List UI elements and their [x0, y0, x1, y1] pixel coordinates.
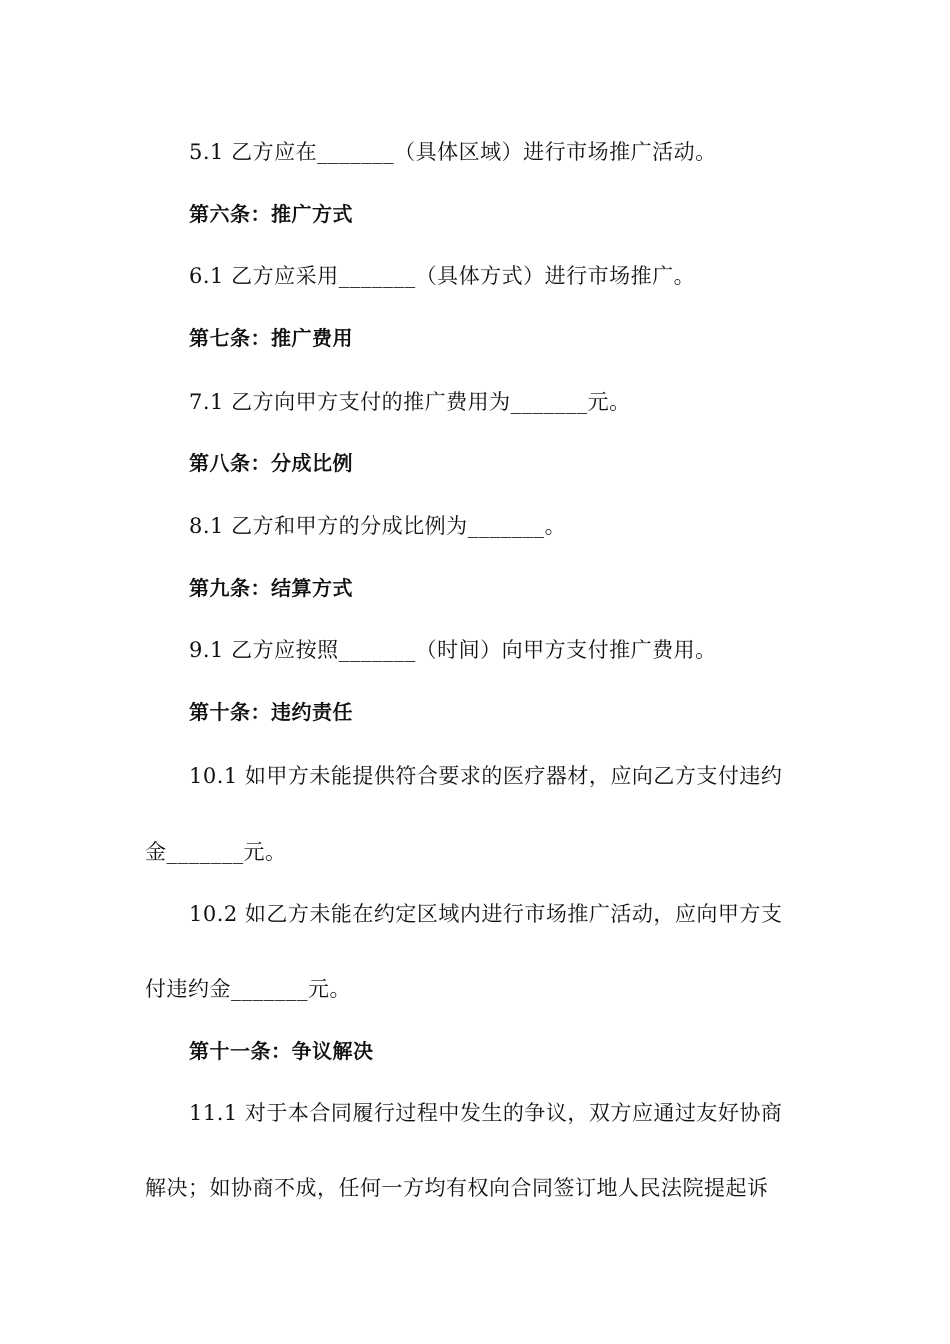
- article-7-heading: 第七条：推广费用: [189, 326, 353, 350]
- clause-10-1-line-2: 金_______元。: [145, 840, 287, 864]
- clause-11-1-line-2: 解决；如协商不成，任何一方均有权向合同签订地人民法院提起诉: [145, 1176, 769, 1200]
- article-8-heading: 第八条：分成比例: [189, 451, 353, 475]
- clause-10-2-line-1: 10.2 如乙方未能在约定区域内进行市场推广活动，应向甲方支: [189, 902, 783, 926]
- clause-8-1: 8.1 乙方和甲方的分成比例为_______。: [189, 514, 567, 538]
- clause-11-1-line-1: 11.1 对于本合同履行过程中发生的争议，双方应通过友好协商: [189, 1101, 783, 1125]
- clause-6-1: 6.1 乙方应采用_______（具体方式）进行市场推广。: [189, 264, 696, 288]
- clause-5-1: 5.1 乙方应在_______（具体区域）进行市场推广活动。: [189, 140, 717, 164]
- article-9-heading: 第九条：结算方式: [189, 576, 353, 600]
- clause-10-1-line-1: 10.1 如甲方未能提供符合要求的医疗器材，应向乙方支付违约: [189, 764, 783, 788]
- clause-9-1: 9.1 乙方应按照_______（时间）向甲方支付推广费用。: [189, 638, 717, 662]
- article-10-heading: 第十条：违约责任: [189, 700, 353, 724]
- article-11-heading: 第十一条：争议解决: [189, 1039, 374, 1063]
- article-6-heading: 第六条：推广方式: [189, 202, 353, 226]
- clause-10-2-line-2: 付违约金_______元。: [145, 977, 351, 1001]
- clause-7-1: 7.1 乙方向甲方支付的推广费用为_______元。: [189, 390, 631, 414]
